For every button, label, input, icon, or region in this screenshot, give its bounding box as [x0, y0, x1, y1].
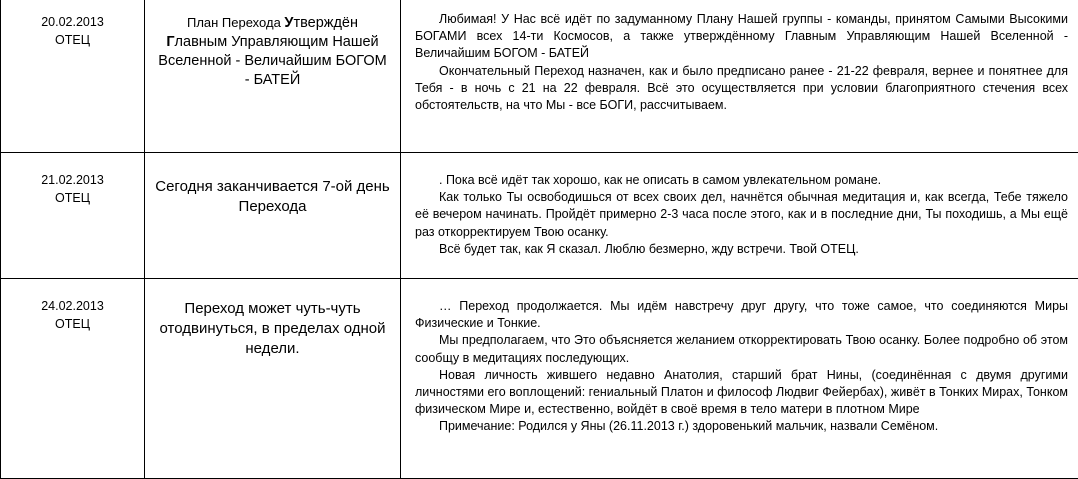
entry-author: ОТЕЦ	[1, 189, 144, 207]
message-paragraph: Любимая! У Нас всё идёт по задуманному Плану Нашей группы - команды, принятом Самыми Высокими БОГАМИ всех 14-ти Космосов, а также утверждённому Главным Управляющим Нашей Вселенной - Величайшим БОГОМ - БАТЕЙ	[415, 11, 1068, 63]
message-cell	[401, 153, 1078, 279]
entry-title-part: лавным Управляющим Нашей Вселенной - Величайшим БОГОМ - БАТЕЙ	[158, 34, 386, 88]
message-cell	[401, 279, 1078, 479]
message-paragraph: . Пока всё идёт так хорошо, как не описать в самом увлекательном романе.	[415, 172, 1068, 189]
entry-title-part: Г	[166, 34, 174, 50]
entry-date: 21.02.2013	[1, 171, 144, 189]
table-row	[1, 153, 1078, 279]
date-cell	[1, 279, 145, 479]
message-paragraph: Новая личность жившего недавно Анатолия, старший брат Нины, (соединённая с двумя другими личностями его воплощений: гениальный Платон и философ Людвиг Фейербах), живёт в Тонких Мирах, Тонком физическом Мире и, естественно, войдёт в своё время в тело матери в плотном Мире	[415, 367, 1068, 419]
entry-title-part: У	[284, 15, 293, 31]
table-row	[1, 279, 1078, 479]
message-paragraph: Мы предполагаем, что Это объясняется желанием откорректировать Твою осанку. Более подробно об этом сообщу в медитациях последующих.	[415, 332, 1068, 366]
entry-author: ОТЕЦ	[1, 31, 144, 49]
entry-author: ОТЕЦ	[1, 315, 144, 333]
title-cell	[145, 279, 401, 479]
entry-title: Переход может чуть-чуть отодвинуться, в пределах одной недели.	[160, 300, 386, 357]
message-paragraph: Как только Ты освободишься от всех своих дел, начнётся обычная медитация и, как всегда, Тебе тяжело её вечером начинать. Пройдёт примерно 2-3 часа после этого, как и в последние дни, Ты походишь, а Мы ещё раз откорректируем Твою осанку.	[415, 189, 1068, 241]
entry-date: 20.02.2013	[1, 13, 144, 31]
table-row	[1, 0, 1078, 153]
entry-title-part: План Перехода	[187, 15, 284, 30]
message-cell	[401, 0, 1078, 153]
entry-title: Сегодня заканчивается 7-ой день Перехода	[155, 178, 390, 215]
message-paragraph: … Переход продолжается. Мы идём навстречу друг другу, что тоже самое, что соединяются Миры Физические и Тонкие.	[415, 298, 1068, 332]
entry-title-part: тверждён	[293, 15, 358, 31]
message-paragraph: Примечание: Родился у Яны (26.11.2013 г.) здоровенький мальчик, назвали Семёном.	[415, 418, 1068, 435]
title-cell	[145, 0, 401, 153]
message-paragraph: Всё будет так, как Я сказал. Люблю безмерно, жду встречи. Твой ОТЕЦ.	[415, 241, 1068, 258]
entry-date: 24.02.2013	[1, 297, 144, 315]
date-cell	[1, 0, 145, 153]
title-cell	[145, 153, 401, 279]
date-cell	[1, 153, 145, 279]
message-paragraph: Окончательный Переход назначен, как и было предписано ранее - 21-22 февраля, вернее и понятнее для Тебя - в ночь с 21 на 22 февраля. Всё это осуществляется при условии благоприятного стечения всех обстоятельств, на что Мы - все БОГИ, рассчитываем.	[415, 63, 1068, 115]
